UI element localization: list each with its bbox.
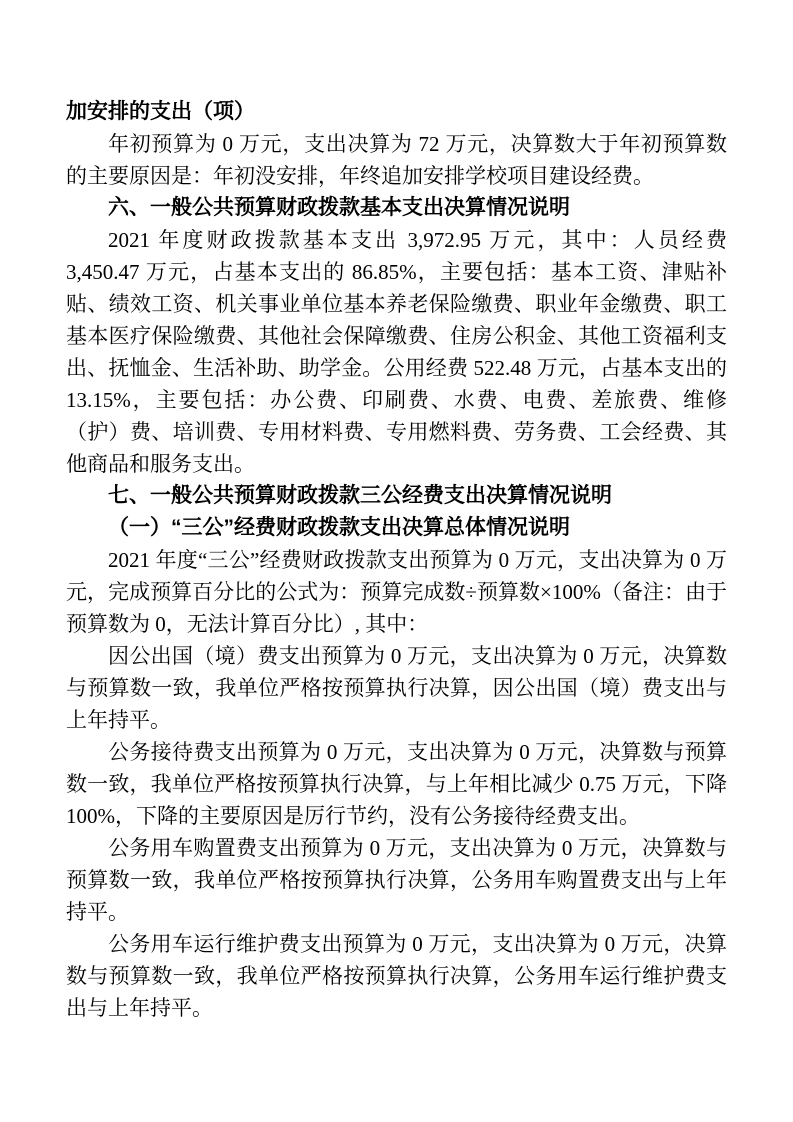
paragraph-vehicle-operation-maintenance-expense: 公务用车运行维护费支出预算为 0 万元，支出决算为 0 万元，决算数与预算数一致，我单位严格按预算执行决算，公务用车运行维护费支出与上年持平。 (66, 932, 727, 1020)
paragraph-official-reception-expense: 公务接待费支出预算为 0 万元，支出决算为 0 万元，决算数与预算数一致，我单位严格按预算执行决算，与上年相比减少 0.75 万元，下降 100%，下降的主要原因是厉行节约，没有公务接待经费支出。 (66, 740, 727, 828)
paragraph-overseas-travel-expense: 因公出国（境）费支出预算为 0 万元，支出决算为 0 万元，决算数与预算数一致，我单位严格按预算执行决算，因公出国（境）费支出与上年持平。 (66, 644, 727, 732)
paragraph-basic-expenditure-detail: 2021 年度财政拨款基本支出 3,972.95 万元，其中：人员经费 3,450.47 万元，占基本支出的 86.85%，主要包括：基本工资、津贴补贴、绩效工资、机关事业单位基本养老保险缴费、职业年金缴费、职工基本医疗保险缴费、其他社会保障缴费、住房公积金、其他工资福利支出、抚恤金、生活补助、助学金。公用经费 522.48 万元，占基本支出的 13.15%，主要包括：办公费、印刷费、水费、电费、差旅费、维修（护）费、培训费、专用材料费、专用燃料费、劳务费、工会经费、其他商品和服务支出。 (66, 228, 727, 476)
section-heading-6-basic-expenditure: 六、一般公共预算财政拨款基本支出决算情况说明 (108, 196, 570, 219)
sub-heading-three-public-overall: （一）“三公”经费财政拨款支出决算总体情况说明 (108, 516, 570, 539)
paragraph-vehicle-purchase-expense: 公务用车购置费支出预算为 0 万元，支出决算为 0 万元，决算数与预算数一致，我单位严格按预算执行决算，公务用车购置费支出与上年持平。 (66, 836, 727, 924)
paragraph-three-public-overall: 2021 年度“三公”经费财政拨款支出预算为 0 万元，支出决算为 0 万元，完成预算百分比的公式为：预算完成数÷预算数×100%（备注：由于预算数为 0，无法计算百分比）, 其中： (66, 548, 727, 636)
paragraph-initial-budget-explanation: 年初预算为 0 万元，支出决算为 72 万元，决算数大于年初预算数的主要原因是：年初没安排，年终追加安排学校项目建设经费。 (66, 132, 727, 188)
section-heading-7-three-public-funds: 七、一般公共预算财政拨款三公经费支出决算情况说明 (108, 484, 612, 507)
heading-continuation-additional-arranged-expenditure: 加安排的支出（项） (66, 100, 255, 123)
